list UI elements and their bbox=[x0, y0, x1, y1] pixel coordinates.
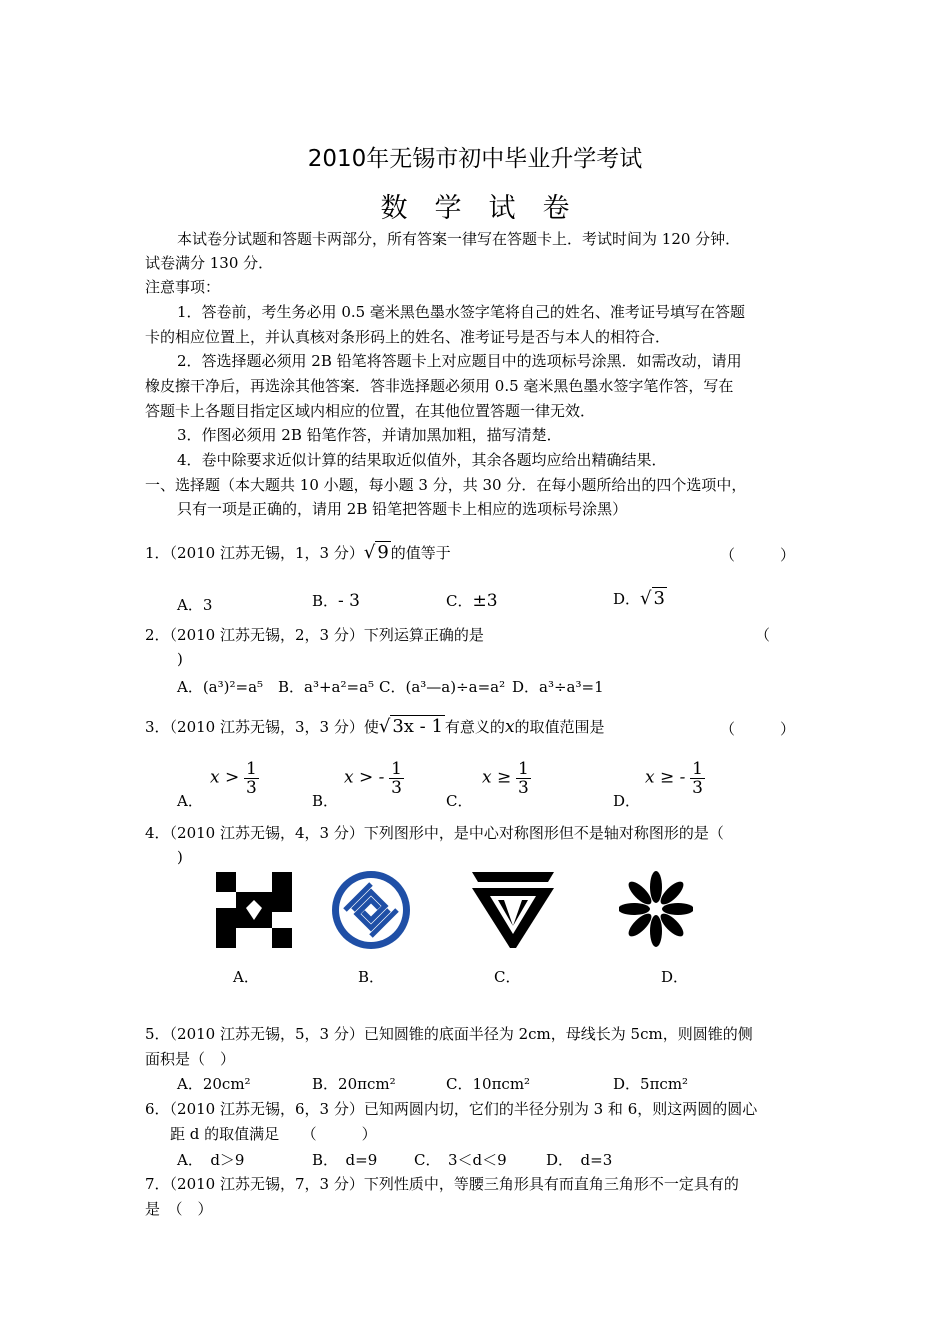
question-3-option-d-label: D． bbox=[613, 792, 641, 810]
question-3-option-a-label: A． bbox=[177, 792, 203, 810]
notice-heading: 注意事项： bbox=[145, 278, 221, 296]
question-3-answer-paren: （ ） bbox=[720, 720, 796, 738]
figure-a-icon bbox=[216, 872, 292, 948]
figure-c-icon bbox=[472, 872, 554, 948]
notice-2a: 2．答选择题必须用 2B 铅笔将答题卡上对应题目中的选项标号涂黑．如需改动，请用 bbox=[177, 352, 742, 370]
question-3-option-c: x ≥ $\frac{1}{3}$ bbox=[482, 759, 529, 798]
question-6-option-d: D． d=3 bbox=[546, 1151, 613, 1169]
notice-2c: 答题卡上各题目指定区域内相应的位置，在其他位置答题一律无效． bbox=[145, 402, 596, 420]
question-2-paren-close: ) bbox=[177, 650, 183, 668]
question-4-option-b: B． bbox=[358, 968, 385, 986]
question-6-stem-b: 距 d 的取值满足 （ ） bbox=[170, 1125, 377, 1143]
intro-line-1: 本试卷分试题和答题卡两部分，所有答案一律写在答题卡上．考试时间为 120 分钟． bbox=[177, 230, 741, 248]
question-4-paren-close: ) bbox=[177, 848, 183, 866]
question-3-option-d: x ≥ - $\frac{1}{3}$ bbox=[645, 759, 703, 798]
question-1-stem: 1．（2010 江苏无锡，1，3 分）√ 9 的值等于 bbox=[145, 542, 451, 563]
intro-line-2: 试卷满分 130 分． bbox=[145, 254, 274, 272]
question-1-option-d: D．√ 3 bbox=[613, 588, 665, 609]
sqrt-9: √ 9 bbox=[363, 542, 389, 563]
question-6-stem-a: 6．（2010 江苏无锡，6，3 分）已知两圆内切，它们的半径分别为 3 和 6，则这两圆的圆心 bbox=[145, 1100, 758, 1118]
question-2-paren-open: （ bbox=[755, 626, 771, 644]
question-3-option-b-label: B． bbox=[312, 792, 339, 810]
notice-1b: 卡的相应位置上，并认真核对条形码上的姓名、准考证号是否与本人的相符合． bbox=[145, 328, 671, 346]
question-1-option-b: B．- 3 bbox=[312, 591, 360, 611]
notice-4: 4．卷中除要求近似计算的结果取近似值外，其余各题均应给出精确结果． bbox=[177, 451, 667, 469]
exam-subtitle: 数 学 试 卷 bbox=[380, 193, 570, 224]
exam-title: 2010年无锡市初中毕业升学考试 bbox=[307, 146, 643, 172]
question-2-option-b: B．a³+a²=a⁵ bbox=[278, 678, 375, 696]
sqrt-3x-1: √ 3x - 1 bbox=[378, 716, 443, 737]
question-1-answer-paren: （ ） bbox=[720, 546, 796, 564]
question-4-stem: 4．（2010 江苏无锡，4，3 分）下列图形中，是中心对称图形但不是轴对称图形的是（ bbox=[145, 824, 724, 842]
figure-d-icon bbox=[619, 870, 693, 948]
notice-1a: 1．答卷前，考生务必用 0.5 毫米黑色墨水签字笔将自己的姓名、准考证号填写在答题 bbox=[177, 303, 745, 321]
question-3-option-b: x > - $\frac{1}{3}$ bbox=[344, 759, 402, 798]
question-2-option-c: C．(a³—a)÷a=a² bbox=[379, 678, 506, 696]
notice-2b: 橡皮擦干净后，再选涂其他答案．答非选择题必须用 0.5 毫米黑色墨水签字笔作答，写在 bbox=[145, 377, 734, 395]
question-1-option-c: C．±3 bbox=[446, 591, 498, 611]
question-5-option-c: C．10πcm² bbox=[446, 1075, 531, 1093]
question-4-option-c: C． bbox=[494, 968, 521, 986]
question-5-option-b: B．20πcm² bbox=[312, 1075, 396, 1093]
question-2-option-d: D．a³÷a³=1 bbox=[512, 678, 604, 696]
section-heading-2: 只有一项是正确的，请用 2B 铅笔把答题卡上相应的选项标号涂黑） bbox=[177, 500, 628, 518]
question-3-stem: 3．（2010 江苏无锡，3，3 分）使√ 3x - 1 有意义的x的取值范围是 bbox=[145, 716, 605, 737]
question-4-option-a: A． bbox=[233, 968, 259, 986]
question-1-option-a: A．3 bbox=[177, 596, 213, 614]
question-5-stem-b: 面积是（ ） bbox=[145, 1050, 236, 1068]
question-5-stem-a: 5．（2010 江苏无锡，5，3 分）已知圆锥的底面半径为 2cm，母线长为 5cm，则圆锥的侧 bbox=[145, 1025, 753, 1043]
figure-b-icon bbox=[331, 870, 411, 950]
question-5-option-a: A．20cm² bbox=[177, 1075, 251, 1093]
section-heading: 一、选择题（本大题共 10 小题，每小题 3 分，共 30 分．在每小题所给出的四个选项中， bbox=[145, 476, 747, 494]
question-6-option-b: B． d=9 bbox=[312, 1151, 378, 1169]
question-4-option-d: D． bbox=[661, 968, 689, 986]
notice-3: 3．作图必须用 2B 铅笔作答，并请加黑加粗，描写清楚． bbox=[177, 426, 562, 444]
question-6-option-a: A． d＞9 bbox=[177, 1151, 245, 1169]
question-7-stem-b: 是 （ ） bbox=[145, 1200, 213, 1218]
question-6-option-c: C． 3＜d＜9 bbox=[414, 1151, 507, 1169]
question-2-option-a: A．(a³)²=a⁵ bbox=[177, 678, 264, 696]
question-7-stem-a: 7．（2010 江苏无锡，7，3 分）下列性质中，等腰三角形具有而直角三角形不一定具有的 bbox=[145, 1175, 739, 1193]
question-3-option-c-label: C． bbox=[446, 792, 473, 810]
question-2-stem: 2．（2010 江苏无锡，2，3 分）下列运算正确的是 bbox=[145, 626, 484, 644]
question-3-option-a: x > $\frac{1}{3}$ bbox=[210, 759, 257, 798]
question-5-option-d: D．5πcm² bbox=[613, 1075, 689, 1093]
